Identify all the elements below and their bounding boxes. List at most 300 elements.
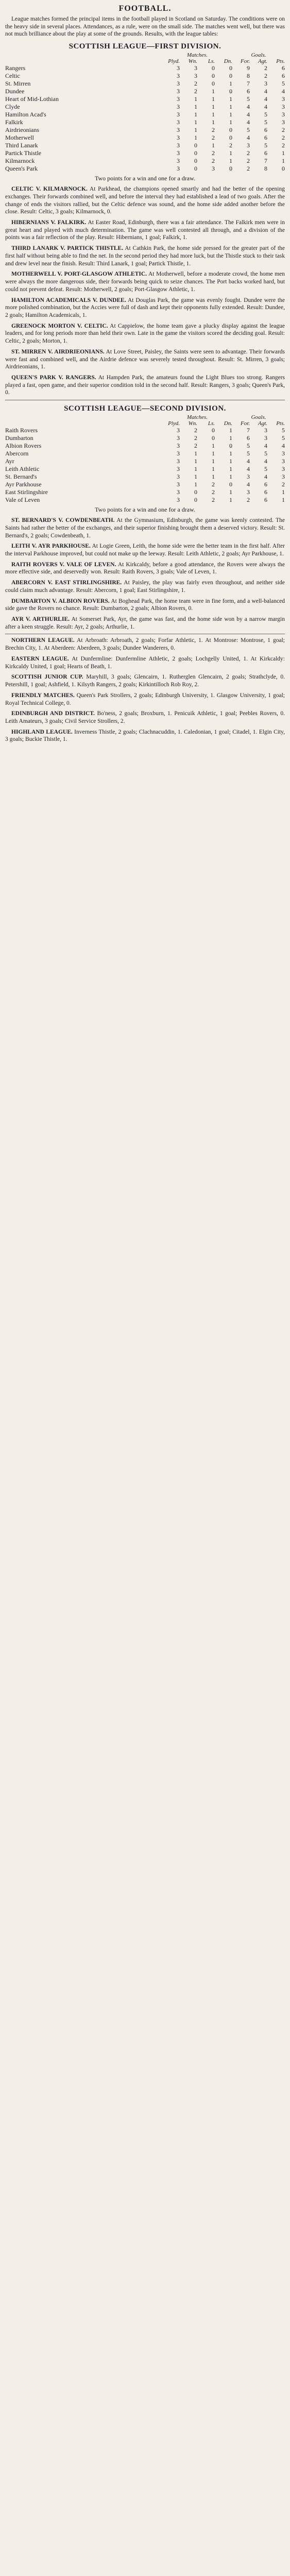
- div2-header-goals: Goals.: [251, 414, 266, 421]
- team-name: Third Lanark: [5, 142, 38, 149]
- team-name: Leith Athletic: [5, 465, 40, 473]
- match-teams: ABERCORN V. EAST STIRLINGSHIRE.: [11, 580, 122, 586]
- table-cell: 1: [229, 465, 232, 473]
- div1-col-header: For.: [240, 58, 250, 65]
- table-row: [5, 165, 285, 173]
- table-cell: 2: [264, 64, 267, 72]
- table-cell: 1: [282, 149, 285, 157]
- table-cell: 3: [177, 149, 180, 157]
- table-cell: 4: [264, 103, 267, 111]
- table-cell: 0: [194, 142, 197, 149]
- table-cell: 1: [229, 496, 232, 504]
- table-cell: 7: [247, 80, 250, 88]
- table-row: [5, 111, 285, 118]
- match-text: At Cappielow, the home team gave a plucky display against the league leaders, and for long periods more than held their own. Late in the game the visitors scored the deciding goal. Result: Celtic, 2 goals; Morton, 1.: [5, 323, 285, 345]
- team-name: Airdrieonians: [5, 126, 39, 134]
- table-cell: 4: [247, 457, 250, 465]
- match-text: At Kirkcaldy, before a good attendance, the Rovers were always the more effective side, and deservedly won. Result: Raith Rovers, 3 goals; Vale of Leven, 1.: [5, 561, 285, 575]
- table-cell: 3: [282, 457, 285, 465]
- match-teams: EASTERN LEAGUE.: [11, 655, 69, 662]
- table-row: [5, 72, 285, 80]
- table-cell: 0: [212, 80, 215, 88]
- div2-title: SCOTTISH LEAGUE—SECOND DIVISION.: [64, 404, 226, 413]
- match-teams: NORTHERN LEAGUE.: [11, 637, 75, 644]
- table-cell: 3: [194, 64, 197, 72]
- team-name: St. Mirren: [5, 80, 31, 88]
- table-cell: 4: [247, 481, 250, 488]
- table-cell: 5: [264, 465, 267, 473]
- table-cell: 6: [264, 488, 267, 496]
- table-cell: 1: [229, 157, 232, 165]
- table-cell: 3: [177, 134, 180, 142]
- table-cell: 0: [212, 434, 215, 442]
- table-row: [5, 442, 285, 450]
- team-name: Celtic: [5, 72, 20, 80]
- div1-col-header: Pts.: [276, 58, 285, 65]
- table-cell: 0: [229, 64, 232, 72]
- div2-col-header: Ls.: [208, 420, 215, 427]
- table-cell: 1: [282, 488, 285, 496]
- team-name: Abercorn: [5, 450, 29, 457]
- table-cell: 0: [229, 442, 232, 450]
- table-cell: 3: [282, 473, 285, 481]
- table-cell: 2: [194, 88, 197, 95]
- match-report: [5, 728, 285, 743]
- team-name: Heart of Mid-Lothian: [5, 95, 59, 103]
- table-cell: 3: [247, 473, 250, 481]
- match-report: [5, 692, 285, 707]
- team-name: St. Bernard's: [5, 473, 37, 481]
- match-report: [5, 517, 285, 539]
- table-cell: 1: [229, 103, 232, 111]
- table-cell: 0: [194, 149, 197, 157]
- table-cell: 3: [177, 434, 180, 442]
- table-cell: 1: [229, 149, 232, 157]
- match-text: Inverness Thistle, 2 goals; Clachnacuddin, 1. Caledonian, 1 goal; Citadel, 1. Elgin City, 3 goals; Buckie Thistle, 1.: [5, 728, 285, 743]
- table-cell: 8: [264, 165, 267, 173]
- table-cell: 1: [194, 111, 197, 118]
- match-teams: EDINBURGH AND DISTRICT.: [11, 710, 95, 717]
- table-cell: 3: [177, 80, 180, 88]
- table-row: [5, 481, 285, 488]
- table-cell: 1: [212, 95, 215, 103]
- div1-col-header: Agt.: [258, 58, 267, 65]
- table-row: [5, 126, 285, 134]
- table-cell: 4: [247, 103, 250, 111]
- table-cell: 3: [282, 465, 285, 473]
- div1-col-header: Plyd.: [168, 58, 180, 65]
- table-cell: 3: [264, 80, 267, 88]
- table-cell: 6: [264, 134, 267, 142]
- div2-group-headers: [5, 414, 285, 420]
- team-name: Ayr: [5, 457, 14, 465]
- team-name: Falkirk: [5, 118, 23, 126]
- table-cell: 3: [177, 64, 180, 72]
- match-report: [5, 673, 285, 688]
- table-cell: 0: [194, 496, 197, 504]
- div1-col-header: Wn.: [188, 58, 197, 65]
- table-cell: 5: [247, 450, 250, 457]
- table-row: [5, 149, 285, 157]
- div2-note: Two points for a win and one for a draw.: [95, 506, 195, 514]
- table-cell: 6: [264, 126, 267, 134]
- table-cell: 0: [229, 72, 232, 80]
- table-cell: 9: [247, 64, 250, 72]
- table-cell: 2: [194, 80, 197, 88]
- table-cell: 3: [194, 72, 197, 80]
- div1-rows: [5, 64, 285, 173]
- table-cell: 3: [282, 118, 285, 126]
- table-cell: 1: [229, 111, 232, 118]
- table-cell: 0: [212, 72, 215, 80]
- table-cell: 1: [194, 118, 197, 126]
- table-cell: 6: [264, 149, 267, 157]
- table-cell: 5: [264, 142, 267, 149]
- table-cell: 0: [194, 165, 197, 173]
- team-name: Rangers: [5, 64, 26, 72]
- table-cell: 4: [264, 95, 267, 103]
- match-teams: QUEEN'S PARK V. RANGERS.: [11, 374, 96, 381]
- div1-col-header: Ls.: [208, 58, 215, 65]
- match-report: [5, 219, 285, 242]
- table-cell: 0: [229, 134, 232, 142]
- table-cell: 1: [212, 465, 215, 473]
- table-cell: 3: [177, 126, 180, 134]
- table-cell: 3: [247, 488, 250, 496]
- match-report: [5, 185, 285, 216]
- table-cell: 4: [247, 134, 250, 142]
- table-cell: 2: [194, 434, 197, 442]
- table-cell: 3: [177, 442, 180, 450]
- table-cell: 4: [264, 473, 267, 481]
- table-cell: 2: [229, 142, 232, 149]
- table-cell: 5: [247, 95, 250, 103]
- table-cell: 3: [212, 165, 215, 173]
- table-row: [5, 457, 285, 465]
- table-cell: 3: [177, 111, 180, 118]
- table-cell: 0: [194, 488, 197, 496]
- match-teams: FRIENDLY MATCHES.: [11, 692, 75, 699]
- table-cell: 5: [282, 427, 285, 434]
- match-teams: DUMBARTON V. ALBION ROVERS.: [11, 598, 110, 604]
- table-cell: 6: [247, 88, 250, 95]
- div2-table: [5, 414, 285, 504]
- table-cell: 2: [282, 126, 285, 134]
- match-teams: AYR V. ARTHURLIE.: [11, 616, 70, 623]
- match-report: [5, 579, 285, 594]
- table-cell: 7: [247, 427, 250, 434]
- table-cell: 3: [177, 118, 180, 126]
- match-teams: HIGHLAND LEAGUE.: [11, 728, 73, 735]
- minor-reports: [5, 637, 285, 743]
- table-cell: 1: [194, 103, 197, 111]
- table-cell: 1: [229, 488, 232, 496]
- table-row: [5, 450, 285, 457]
- table-row: [5, 118, 285, 126]
- table-cell: 2: [212, 149, 215, 157]
- match-report: [5, 655, 285, 670]
- match-text: At Motherwell, before a moderate crowd, the home men were always the more dangerous side, their forwards being quick to seize chances. The Port backs worked hard, but could not prevent defeat. Result: Motherwell, 2 goals; Port-Glasgow Athletic, 1.: [5, 271, 285, 293]
- table-cell: 3: [282, 450, 285, 457]
- table-row: [5, 488, 285, 496]
- team-name: Ayr Parkhouse: [5, 481, 42, 488]
- table-cell: 1: [194, 134, 197, 142]
- table-cell: 2: [247, 165, 250, 173]
- table-cell: 2: [212, 157, 215, 165]
- table-cell: 8: [247, 72, 250, 80]
- table-cell: 1: [194, 481, 197, 488]
- table-cell: 3: [264, 434, 267, 442]
- match-text: At Boghead Park, the home team were in fine form, and a well-balanced side gave the Rovers no chance. Result: Dumbarton, 2 goals; Albion Rovers, 0.: [5, 598, 285, 612]
- match-report: [5, 561, 285, 576]
- div2-col-header: Dn.: [224, 420, 232, 427]
- table-cell: 5: [282, 80, 285, 88]
- table-cell: 3: [282, 103, 285, 111]
- table-row: [5, 134, 285, 142]
- match-text: At Arbroath: Arbroath, 2 goals; Forfar Athletic, 1. At Montrose: Montrose, 1 goal; Brechin City, 1. At Aberdeen: Aberdeen, 3 goals; Dundee Wanderers, 0.: [5, 637, 285, 652]
- table-cell: 5: [264, 111, 267, 118]
- div1-reports: [5, 185, 285, 397]
- div1-header-matches: Matches.: [186, 52, 208, 59]
- table-row: [5, 434, 285, 442]
- table-cell: 2: [282, 481, 285, 488]
- table-cell: 2: [212, 488, 215, 496]
- table-cell: 3: [177, 72, 180, 80]
- match-text: At Logie Green, Leith, the home side were the better team in the first half. After the interval Parkhouse improved, but could not make up the leeway. Result: Leith Athletic, 2 goals; Ayr Parkhouse, 1.: [5, 543, 285, 557]
- table-cell: 3: [177, 95, 180, 103]
- match-teams: SCOTTISH JUNIOR CUP.: [11, 674, 83, 681]
- table-cell: 3: [177, 473, 180, 481]
- table-cell: 1: [212, 457, 215, 465]
- match-text: At Dunfermline: Dunfermline Athletic, 2 goals; Lochgelly United, 1. At Kirkcaldy: Kirkcaldy United, 1 goal; Hearts of Beath, 1.: [5, 655, 285, 670]
- team-name: Dundee: [5, 88, 25, 95]
- div2-rows: [5, 427, 285, 504]
- match-report: [5, 245, 285, 267]
- match-text: At the Gymnasium, Edinburgh, the game was keenly contested. The Saints had rather the better of the exchanges, and their superior finishing brought them a deserved victory. Result: St. Bernard's, 2 goals; Cowdenbeath, 1.: [5, 517, 285, 539]
- table-cell: 1: [212, 111, 215, 118]
- table-cell: 1: [212, 442, 215, 450]
- table-cell: 2: [212, 134, 215, 142]
- table-cell: 4: [247, 118, 250, 126]
- table-cell: 1: [212, 142, 215, 149]
- table-cell: 6: [264, 496, 267, 504]
- match-text: Queen's Park Strollers, 2 goals; Edinburgh University, 1. Glasgow University, 1 goal; Royal Technical College, 0.: [5, 692, 285, 706]
- team-name: Partick Thistle: [5, 149, 42, 157]
- table-cell: 3: [177, 88, 180, 95]
- table-cell: 3: [177, 465, 180, 473]
- match-text: Maryhill, 3 goals; Glencairn, 1. Rutherglen Glencairn, 2 goals; Strathclyde, 0. Petershill, 1 goal; Ashfield, 1. Kilsyth Rangers, 2 goals; Kirkintilloch Rob Roy, 2.: [5, 674, 285, 688]
- match-report: [5, 598, 285, 613]
- table-cell: 3: [177, 481, 180, 488]
- match-teams: RAITH ROVERS V. VALE OF LEVEN.: [11, 561, 116, 568]
- match-teams: MOTHERWELL V. PORT-GLASGOW ATHLETIC.: [11, 271, 147, 278]
- table-cell: 3: [247, 142, 250, 149]
- table-cell: 1: [229, 434, 232, 442]
- table-cell: 1: [229, 118, 232, 126]
- table-row: [5, 95, 285, 103]
- team-name: Clyde: [5, 103, 20, 111]
- match-report: [5, 323, 285, 345]
- div2-col-header: Agt.: [258, 420, 267, 427]
- table-cell: 0: [194, 157, 197, 165]
- table-row: [5, 465, 285, 473]
- table-cell: 0: [212, 427, 215, 434]
- match-report: [5, 710, 285, 725]
- table-cell: 2: [247, 496, 250, 504]
- match-text: At Parkhead, the champions opened smartly and had the better of the opening exchanges. Their forwards combined well, and before the interval they had established a lead of two goals. After the change of ends the visitors rallied, but the Celtic defence was sound, and the home side added another before the close. Result: Celtic, 3 goals; Kilmarnock, 0.: [5, 186, 285, 215]
- table-cell: 1: [229, 80, 232, 88]
- match-report: [5, 543, 285, 557]
- table-cell: 3: [177, 427, 180, 434]
- div1-group-headers: [5, 52, 285, 58]
- table-cell: 3: [264, 427, 267, 434]
- table-row: [5, 80, 285, 88]
- match-text: At Paisley, the play was fairly even throughout, and neither side could claim much advantage. Result: Abercorn, 1 goal; East Stirlingshire, 1.: [5, 580, 285, 594]
- div1-header-goals: Goals.: [251, 52, 266, 59]
- table-cell: 7: [264, 157, 267, 165]
- table-cell: 4: [247, 111, 250, 118]
- table-cell: 1: [229, 427, 232, 434]
- match-text: Bo'ness, 2 goals; Broxburn, 1. Penicuik Athletic, 1 goal; Peebles Rovers, 0. Leith Amateurs, 3 goals; Civil Service Strollers, 2.: [5, 710, 285, 724]
- table-cell: 0: [212, 64, 215, 72]
- match-teams: CELTIC V. KILMARNOCK.: [11, 186, 88, 193]
- table-cell: 0: [282, 165, 285, 173]
- table-cell: 1: [212, 103, 215, 111]
- table-cell: 1: [194, 457, 197, 465]
- div1-table: [5, 52, 285, 173]
- table-cell: 5: [247, 442, 250, 450]
- table-cell: 3: [282, 95, 285, 103]
- table-cell: 4: [264, 88, 267, 95]
- team-name: Dumbarton: [5, 434, 33, 442]
- match-report: [5, 297, 285, 319]
- table-cell: 1: [194, 473, 197, 481]
- table-cell: 2: [247, 157, 250, 165]
- table-cell: 4: [282, 442, 285, 450]
- match-text: At Cathkin Park, the home side pressed for the greater part of the first half without being able to find the net. In the second period they had more luck, but the Thistle stuck to their task and drew level near the finish. Result: Third Lanark, 1 goal; Partick Thistle, 1.: [5, 245, 285, 267]
- table-cell: 1: [212, 450, 215, 457]
- table-row: [5, 64, 285, 72]
- match-teams: ST. MIRREN V. AIRDRIEONIANS.: [11, 348, 105, 355]
- div2-column-headers: [5, 420, 285, 427]
- team-name: Kilmarnock: [5, 157, 35, 165]
- div1-col-header: Dn.: [224, 58, 232, 65]
- table-cell: 2: [212, 481, 215, 488]
- match-report: [5, 270, 285, 293]
- match-text: At Love Street, Paisley, the Saints were seen to advantage. Their forwards were fast and combined well, and the Airdrie defence was severely tested throughout. Result: St. Mirren, 3 goals; Airdrieonians, 1.: [5, 348, 285, 370]
- table-cell: 5: [282, 434, 285, 442]
- table-cell: 3: [177, 103, 180, 111]
- team-name: Albion Rovers: [5, 442, 42, 450]
- table-row: [5, 142, 285, 149]
- table-cell: 3: [177, 488, 180, 496]
- table-cell: 1: [194, 126, 197, 134]
- table-cell: 4: [247, 465, 250, 473]
- table-cell: 2: [194, 442, 197, 450]
- div2-header-matches: Matches.: [186, 414, 208, 421]
- div1-title: SCOTTISH LEAGUE—FIRST DIVISION.: [69, 42, 221, 51]
- table-row: [5, 473, 285, 481]
- table-cell: 2: [264, 72, 267, 80]
- table-cell: 1: [229, 457, 232, 465]
- match-teams: HAMILTON ACADEMICALS V. DUNDEE.: [11, 297, 126, 303]
- table-cell: 4: [264, 442, 267, 450]
- div2-reports: [5, 517, 285, 631]
- match-teams: LEITH V. AYR PARKHOUSE.: [11, 543, 91, 550]
- match-text: At Somerset Park, Ayr, the game was fast, and the home side won by a narrow margin after a keen struggle. Result: Ayr, 2 goals; Arthurlie, 1.: [5, 616, 285, 630]
- table-cell: 6: [247, 434, 250, 442]
- table-cell: 3: [177, 457, 180, 465]
- match-report: [5, 637, 285, 652]
- team-name: Hamilton Acad's: [5, 111, 46, 118]
- match-teams: ST. BERNARD'S V. COWDENBEATH.: [11, 517, 115, 524]
- table-cell: 3: [177, 450, 180, 457]
- team-name: Raith Rovers: [5, 427, 38, 434]
- match-teams: GREENOCK MORTON V. CELTIC.: [11, 323, 108, 329]
- table-cell: 5: [264, 450, 267, 457]
- table-cell: 0: [229, 481, 232, 488]
- table-cell: 5: [247, 126, 250, 134]
- match-teams: HIBERNIANS V. FALKIRK.: [11, 219, 87, 226]
- page: [0, 0, 290, 743]
- table-cell: 1: [194, 465, 197, 473]
- table-cell: 1: [229, 95, 232, 103]
- table-cell: 3: [177, 165, 180, 173]
- table-cell: 2: [282, 142, 285, 149]
- div2-col-header: For.: [240, 420, 250, 427]
- team-name: Motherwell: [5, 134, 34, 142]
- table-cell: 1: [212, 88, 215, 95]
- table-cell: 4: [264, 457, 267, 465]
- table-cell: 5: [264, 118, 267, 126]
- table-cell: 1: [229, 473, 232, 481]
- div1-column-headers: [5, 58, 285, 64]
- div2-col-header: Pts.: [276, 420, 285, 427]
- team-name: Queen's Park: [5, 165, 38, 173]
- match-report: [5, 348, 285, 371]
- table-cell: 1: [282, 496, 285, 504]
- table-cell: 1: [194, 450, 197, 457]
- table-row: [5, 496, 285, 504]
- table-cell: 2: [212, 496, 215, 504]
- table-cell: 1: [212, 473, 215, 481]
- table-cell: 2: [247, 149, 250, 157]
- table-cell: 1: [282, 157, 285, 165]
- div2-col-header: Wn.: [188, 420, 197, 427]
- table-cell: 6: [282, 72, 285, 80]
- div2-col-header: Plyd.: [168, 420, 180, 427]
- match-report: [5, 374, 285, 397]
- table-cell: 2: [282, 134, 285, 142]
- table-cell: 2: [194, 427, 197, 434]
- table-cell: 6: [264, 481, 267, 488]
- table-cell: 0: [229, 126, 232, 134]
- table-row: [5, 427, 285, 434]
- table-cell: 3: [177, 157, 180, 165]
- match-text: At Easter Road, Edinburgh, there was a fair attendance. The Falkirk men were in great heart and played with much determination. The game was well contested all through, and a division of the points was a fair reflection of the play. Result: Hibernians, 1 goal; Falkirk, 1.: [5, 219, 285, 241]
- match-text: At Hampden Park, the amateurs found the Light Blues too strong. Rangers played a fast, open game, and their superior condition told in the second half. Result: Rangers, 3 goals; Queen's Park, 0.: [5, 374, 285, 396]
- table-row: [5, 88, 285, 95]
- table-cell: 3: [177, 496, 180, 504]
- table-cell: 4: [282, 88, 285, 95]
- table-cell: 3: [177, 142, 180, 149]
- match-teams: THIRD LANARK V. PARTICK THISTLE.: [11, 245, 124, 252]
- table-cell: 3: [282, 111, 285, 118]
- div1-note: Two points for a win and one for a draw.: [95, 175, 195, 182]
- page-title: FOOTBALL.: [118, 4, 172, 13]
- match-text: At Douglas Park, the game was evenly fought. Dundee were the more polished combination, but the Accies were full of dash and kept their opponents fully extended. Result: Dundee, 2 goals; Hamilton Academicals, 1.: [5, 297, 285, 318]
- intro-paragraph: League matches formed the principal items in the football played in Scotland on Saturday. The conditions were on the heavy side in several places. Attendances, as a rule, were on the small side. The matches went well, but there was not much brilliance about the play at some of the grounds. Results, with the league tables:: [5, 16, 285, 38]
